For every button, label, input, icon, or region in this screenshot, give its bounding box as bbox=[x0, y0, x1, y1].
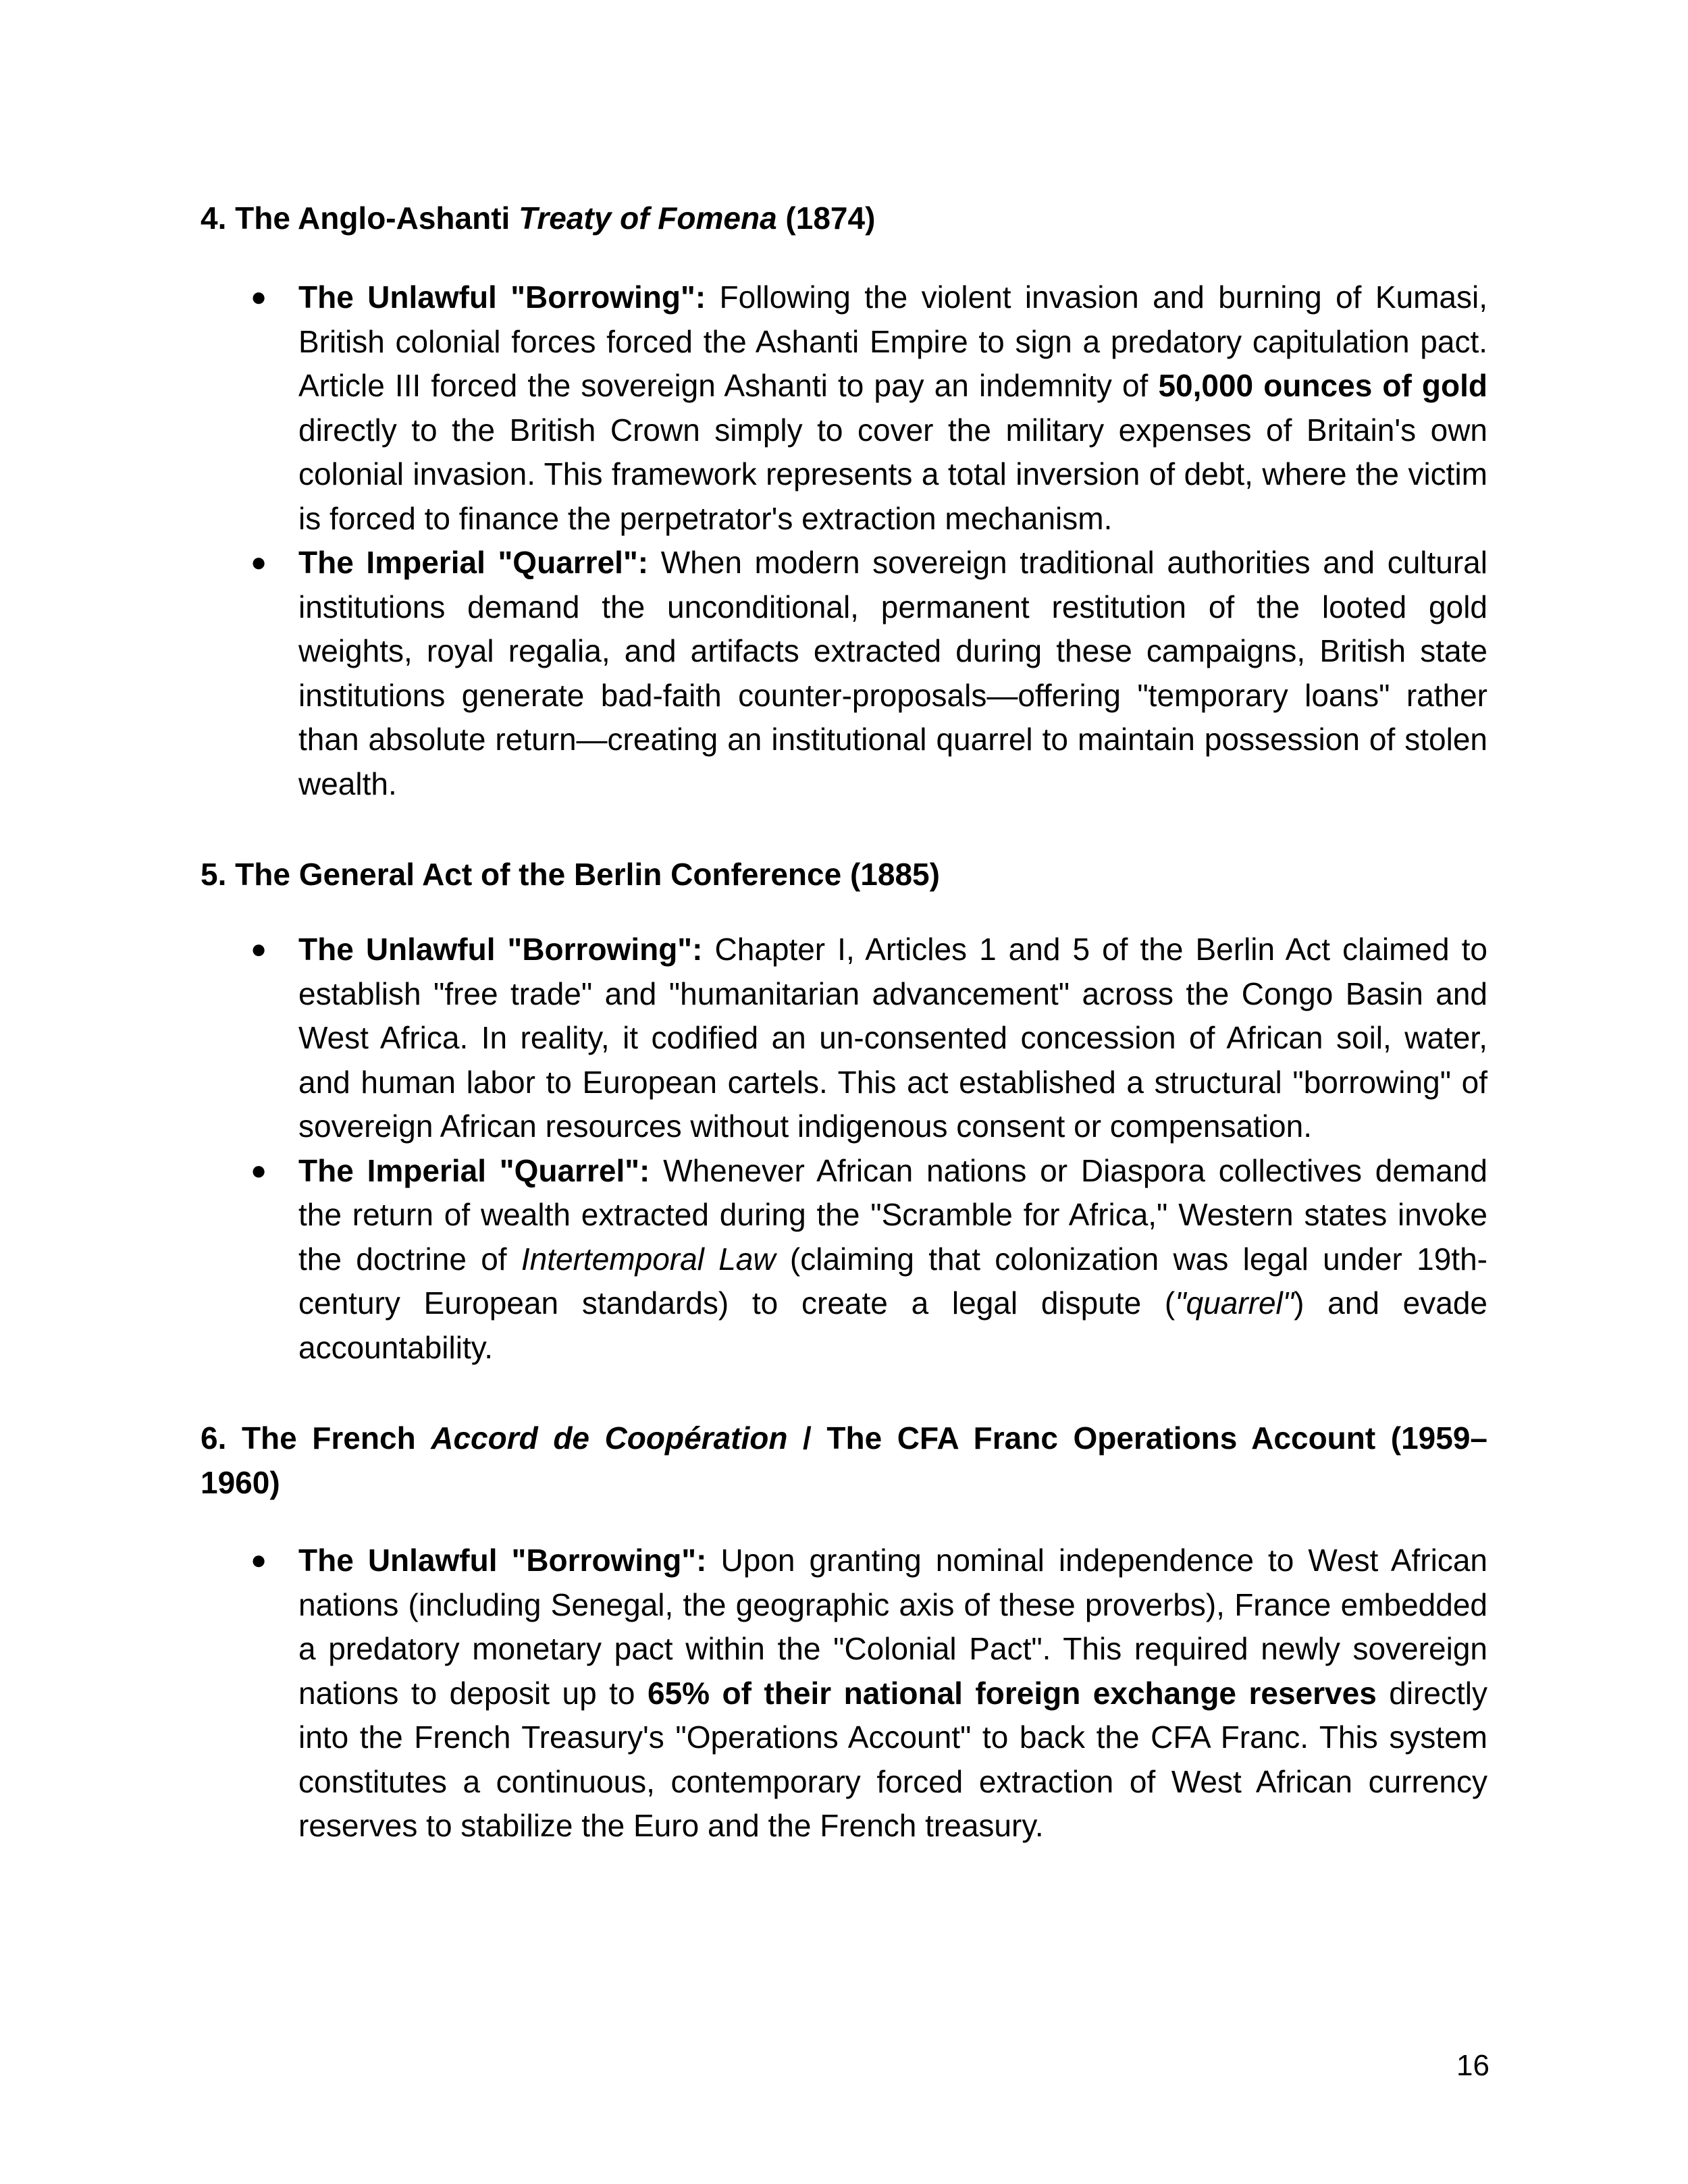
bullet-list-section-5 bbox=[201, 928, 1487, 1370]
bullet-label: The Unlawful "Borrowing": bbox=[298, 1543, 707, 1578]
heading-text: / The CFA Franc Operations Account (1959–1960) bbox=[201, 1420, 1487, 1500]
heading-italic-title: Treaty of Fomena bbox=[519, 201, 777, 236]
bullet-icon: ● bbox=[250, 548, 267, 577]
list-item bbox=[201, 1149, 1487, 1370]
bullet-text bbox=[298, 545, 1487, 801]
bullet-body: directly into the French Treasury's "Operations Account" to back the CFA Franc. This system constitutes a continuous, contemporary forced extraction of West African currency reserves to stabilize the Euro and the French treasury. bbox=[298, 1675, 1487, 1843]
bullet-emphasis: 65% of their national foreign exchange reserves bbox=[647, 1675, 1377, 1711]
bullet-icon: ● bbox=[250, 1155, 267, 1186]
bullet-label: The Imperial "Quarrel": bbox=[298, 1152, 650, 1188]
bullet-body: When modern sovereign traditional authorities and cultural institutions demand the unconditional, permanent restitution of the looted gold weights, royal regalia, and artifacts extracted during these campaigns, British state institutions generate bad-faith counter-proposals—offering "temporary loans" rather than absolute return—creating an institutional quarrel to maintain possession of stolen wealth. bbox=[298, 545, 1487, 801]
bullet-text bbox=[298, 932, 1487, 1144]
heading-italic-title: Accord de Coopération bbox=[431, 1420, 788, 1456]
bullet-body: (claiming that colonization was legal under 19th-century European standards) to create a legal dispute ( bbox=[298, 1241, 1487, 1321]
bullet-list-section-6 bbox=[201, 1539, 1487, 1848]
list-item bbox=[201, 1539, 1487, 1848]
list-item bbox=[201, 541, 1487, 806]
section-heading-6 bbox=[201, 1416, 1487, 1505]
bullet-text bbox=[298, 1153, 1487, 1365]
bullet-icon: ● bbox=[250, 934, 267, 964]
list-item bbox=[201, 928, 1487, 1149]
bullet-body: Whenever African nations or Diaspora collectives demand the return of wealth extracted during the "Scramble for Africa," Western states invoke the doctrine of bbox=[298, 1152, 1487, 1277]
bullet-label: The Imperial "Quarrel": bbox=[298, 545, 649, 580]
bullet-list-section-4 bbox=[201, 275, 1487, 806]
heading-text: 6. The French bbox=[201, 1420, 431, 1456]
bullet-body: Following the violent invasion and burning of Kumasi, British colonial forces forced the Ashanti Empire to sign a predatory capitulation pact. Article III forced the sovereign Ashanti to pay an indemnity of bbox=[298, 279, 1487, 403]
heading-text: 5. The General Act of the Berlin Conference (1885) bbox=[201, 857, 940, 892]
section-heading-5 bbox=[201, 852, 1487, 897]
bullet-text bbox=[298, 279, 1487, 536]
document-page bbox=[201, 196, 1487, 1848]
list-item bbox=[201, 275, 1487, 541]
bullet-body: Chapter I, Articles 1 and 5 of the Berlin Act claimed to establish "free trade" and "humanitarian advancement" across the Congo Basin and West Africa. In reality, it codified an un-consented concession of African soil, water, and human labor to European cartels. This act established a structural "borrowing" of sovereign African resources without indigenous consent or compensation. bbox=[298, 932, 1487, 1144]
page-number: 16 bbox=[1456, 2049, 1489, 2082]
bullet-body: directly to the British Crown simply to cover the military expenses of Britain's own colonial invasion. This framework represents a total inversion of debt, where the victim is forced to finance the perpetrator's extraction mechanism. bbox=[298, 412, 1487, 536]
bullet-italic-term: Intertemporal Law bbox=[521, 1241, 776, 1277]
bullet-emphasis: 50,000 ounces of gold bbox=[1158, 368, 1488, 403]
bullet-italic-term: "quarrel" bbox=[1175, 1285, 1294, 1321]
heading-year: (1874) bbox=[776, 201, 876, 236]
bullet-body: Upon granting nominal independence to West African nations (including Senegal, the geographic axis of these proverbs), France embedded a predatory monetary pact within the "Colonial Pact". This required newly sovereign nations to deposit up to bbox=[298, 1543, 1487, 1711]
heading-text: 4. The Anglo-Ashanti bbox=[201, 201, 519, 236]
section-heading-4 bbox=[201, 196, 1487, 240]
bullet-icon: ● bbox=[250, 1545, 267, 1575]
bullet-text bbox=[298, 1543, 1487, 1843]
bullet-body: ) and evade accountability. bbox=[298, 1285, 1487, 1365]
bullet-label: The Unlawful "Borrowing": bbox=[298, 279, 706, 315]
bullet-icon: ● bbox=[250, 282, 267, 312]
bullet-label: The Unlawful "Borrowing": bbox=[298, 932, 703, 967]
